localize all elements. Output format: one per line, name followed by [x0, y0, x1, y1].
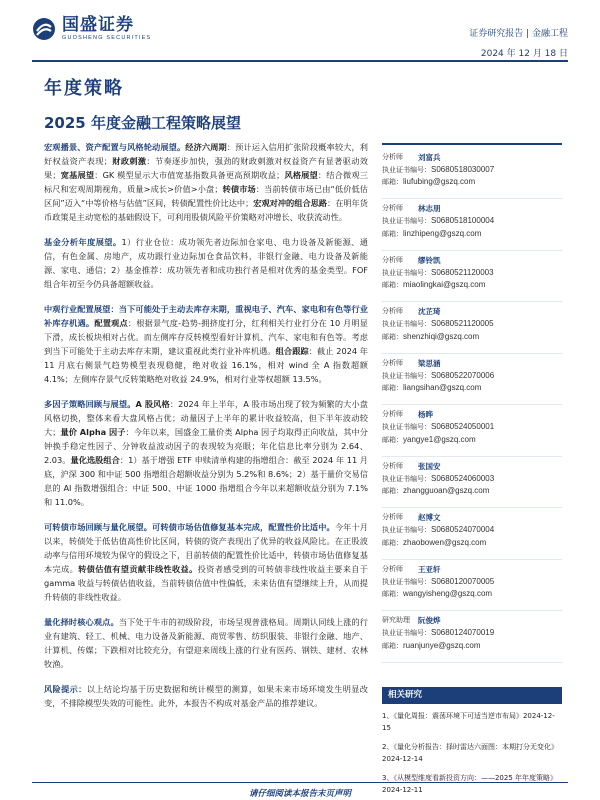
analyst-name: 沈芷琦 [418, 307, 441, 316]
analyst-name: 梁思涵 [418, 358, 441, 368]
paragraph-heading: 中观行业配置展望：当下可能处于主动去库存末期，重视电子、汽车、家电和有色等行业补库存机遇。 [44, 304, 368, 328]
bold-text: 转债市场 [222, 184, 256, 194]
paragraph-heading: 宏观播景、资产配置与风格轮动展望。 [44, 142, 186, 152]
cert-number: S0680524060003 [431, 473, 495, 483]
analyst-name: 赵博文 [418, 513, 441, 522]
paragraph-text: ：预计运入信用扩张阶段概率较大，利好权益资产表现； [44, 142, 368, 166]
cert-label: 执业证书编号： [382, 371, 431, 380]
analyst-cert [382, 164, 562, 177]
cert-label: 执业证书编号： [382, 577, 431, 586]
analyst-name: 王亚轩 [418, 564, 441, 574]
body-paragraph [44, 302, 368, 386]
analyst-card [382, 457, 562, 509]
body-paragraph [44, 235, 368, 291]
analyst-cert [382, 370, 562, 383]
analyst-card [382, 354, 562, 406]
cert-label: 执业证书编号： [382, 526, 431, 534]
report-category: 证券研究报告 | 金融工程 [469, 29, 568, 39]
analyst-name: 刘富兵 [418, 152, 441, 162]
analyst-role: 分析师 [382, 307, 403, 315]
email-link[interactable]: shenzhiqi@gszq.com [403, 331, 480, 341]
paragraph-text: 1）行业仓位：成功领先者边际加仓家电、电力设备及新能源、通信，有色金属、房地产，成功跟行业边际加仓食品饮料，非银行金融、电力设备及新能源、家电、通信；2）基金推荐：成功领先者和成功独行者是相对优秀的基金类型。FOF 组合年初至今仍具备超额收益。 [44, 237, 368, 289]
analyst-cert [382, 421, 562, 434]
cert-number: S0680524050001 [431, 422, 495, 431]
analyst-role: 研究助理 [382, 616, 410, 624]
email-link[interactable]: liangsihan@gszq.com [403, 383, 482, 392]
email-label: 邮箱： [382, 281, 403, 289]
email-link[interactable]: yangye1@gszq.com [403, 434, 476, 444]
cert-number: S0680524070004 [431, 525, 495, 534]
company-logo [32, 16, 151, 42]
analyst-cert [382, 524, 562, 537]
cert-number: S0680518100004 [431, 216, 495, 225]
paragraph-text: 当下处于牛市的初级阶段，市场呈现普涨格局。周期认同线上涨的行业有建筑、轻工、机械、电力设备及新能源、商贸零售、纺织服装、非银行金融、地产、计算机、传媒；下跌相对比较充分，有望迎来周线上涨的行业有医药、钢铁、建材、农林牧渔。 [44, 617, 368, 669]
report-title: 2025 年度金融工程策略展望 [44, 114, 241, 132]
bold-text: 量价 Alpha 因子 [60, 427, 126, 437]
analyst-cert [382, 267, 562, 280]
analyst-role: 分析师 [382, 513, 403, 521]
company-name-en: GUOSHENG SECURITIES [62, 35, 152, 41]
email-link[interactable]: ruanjunye@gszq.com [403, 640, 481, 650]
cert-label: 执业证书编号： [382, 217, 431, 225]
bold-text: 经济六周期 [185, 142, 227, 152]
cert-label: 执业证书编号： [382, 629, 431, 637]
sidebar [382, 143, 562, 797]
sidebar-divider [382, 143, 562, 145]
email-link[interactable]: zhangguoan@gszq.com [403, 486, 490, 495]
analyst-list [382, 148, 562, 663]
related-research-heading: 相关研究 [382, 687, 562, 704]
analyst-name: 林志朋 [418, 204, 441, 213]
cert-label: 执业证书编号： [382, 320, 431, 328]
analyst-role: 分析师 [382, 564, 403, 573]
analyst-email [382, 485, 562, 498]
paragraph-text: ：GK 模型显示大市值宽基指数具备更高预期收益； [94, 170, 285, 180]
related-research-item[interactable]: 1、《量化周报：震荡环境下可适当逆市布局》2024-12-15 [382, 711, 555, 732]
analyst-card [382, 199, 562, 251]
analyst-cert [382, 473, 562, 486]
cert-number: S0680522070006 [431, 370, 495, 380]
paragraph-heading: 基金分析年度展望。 [44, 237, 122, 247]
analyst-email [382, 176, 562, 189]
page-header [0, 0, 600, 62]
page-footer [32, 782, 568, 799]
bold-text: 组合跟踪 [275, 346, 309, 356]
email-label: 邮箱： [382, 332, 403, 341]
body-paragraph [44, 682, 368, 710]
paragraph-heading: 可转债市场回顾与量化展望。可转债市场估值修复基本完成，配置性价比适中。 [44, 522, 335, 532]
bold-text: 财政刺激 [111, 156, 147, 166]
email-label: 邮箱： [382, 384, 403, 392]
paragraph-text: ：结合微观三标尺和宏观周期视角，质量>成长>价值>小盘； [44, 170, 368, 194]
analyst-card [382, 148, 562, 200]
paragraph-heading: 风险提示： [44, 684, 87, 694]
analyst-cert [382, 627, 562, 640]
analyst-email [382, 382, 562, 395]
email-link[interactable]: liufubing@gszq.com [403, 177, 476, 186]
analyst-email [382, 537, 562, 550]
paragraph-text: ：今年以来，国盛金工量价类 Alpha 因子均取得正向收益，其中分钟换手稳定性因子、分钟收益波动因子的表现较为亮眼；年化信息比率分别为 2.64、2.03。 [44, 427, 368, 465]
cert-number: S0680518030007 [431, 164, 495, 174]
analyst-card [382, 302, 562, 354]
email-label: 邮箱： [382, 590, 403, 598]
company-name-cn: 国盛证券 [62, 15, 134, 35]
paragraph-text: ：2024 年上半年，A 股市场出现了较为频繁的大小盘风格切换，整体来看大盘风格占优；动量因子上半年的累计收益较高，但下半年波动较大； [44, 399, 368, 437]
analyst-email [382, 228, 562, 241]
paragraph-text: ：当前转债市场已由“低价低估区间”迈入“中等价格与估值”区间，转债配置性价比达中； [44, 184, 368, 208]
bold-text: 宽基展望 [60, 170, 95, 180]
bold-text: 配置观点 [94, 318, 128, 328]
email-label: 邮箱： [382, 435, 403, 444]
email-label: 邮箱： [382, 538, 403, 547]
report-type: 年度策略 [44, 78, 124, 99]
analyst-cert [382, 215, 562, 228]
paragraph-heading: 量化择时核心观点。 [44, 617, 119, 627]
paragraph-text: ：截止 2024 年 11 月底右侧景气趋势模型表现稳健，绝对收益 16.1%，相对 wind 全 A 指数超额 4.1%；左侧库存景气反转策略绝对收益 24.9%，相对行业等权超额 13.5%。 [44, 346, 368, 384]
body-paragraph [44, 520, 368, 604]
cert-label: 执业证书编号： [382, 474, 431, 483]
analyst-card [382, 508, 562, 560]
email-label: 邮箱： [382, 178, 403, 186]
analyst-cert [382, 576, 562, 589]
analyst-role: 分析师 [382, 152, 403, 161]
analyst-role: 分析师 [382, 255, 403, 264]
analyst-card [382, 560, 562, 612]
analyst-role: 分析师 [382, 358, 403, 367]
analyst-name: 阮俊烨 [418, 616, 441, 625]
cert-label: 执业证书编号： [382, 165, 431, 174]
analyst-cert [382, 318, 562, 331]
cert-number: S0680124070019 [431, 628, 495, 637]
related-research-item[interactable]: 2、《量化分析报告：择时雷达六面图：本期打分无变化》2024-12-14 [382, 742, 558, 763]
header-divider [32, 60, 568, 62]
email-label: 邮箱： [382, 641, 403, 650]
bold-text: 风格展望 [284, 170, 318, 180]
footer-disclaimer: 请仔细阅读本报告末页声明 [248, 789, 351, 799]
report-date: 2024 年 12 月 18 日 [480, 49, 568, 59]
related-research-item[interactable]: 3、《从模型维度看新投资方向：——2025 年年度策略》2024-12-11 [382, 773, 557, 794]
analyst-email [382, 331, 562, 344]
email-link[interactable]: zhaobowen@gszq.com [403, 537, 487, 547]
paragraph-text: 以上结论均基于历史数据和统计模型的测算，如果未来市场环境发生明显改变，不排除模型失效的可能性。此外，本报告不构成对基金产品的推荐建议。 [44, 684, 368, 708]
email-label: 邮箱： [382, 229, 403, 238]
analyst-card [382, 405, 562, 457]
paragraph-text: 投资者感受到的可转债非线性收益主要来自于 gamma 收益与转债估值收益，当前转债估值中性偏低，未来估值有望继续上升，从而提升转债的非线性收益。 [44, 564, 368, 602]
cert-label: 执业证书编号： [382, 268, 431, 277]
analyst-card [382, 251, 562, 303]
paragraph-text: ：节奏逐步加快，强劲的财政刺激对权益资产有显著驱动效果； [44, 156, 368, 180]
paragraph-text: ：根据景气度-趋势-拥挤度打分，红利相关行业打分在 10 月明显下滑，成长板块相对占优。而左侧库存反转模型看好计算机、汽车、家电和有色等。考虑到当下可能处于主动去库存末期，建议重视此类行业补库机遇。 [44, 318, 368, 356]
cert-number: S0680521120003 [431, 267, 494, 277]
bold-text: A 股风格 [135, 399, 170, 409]
email-link[interactable]: linzhipeng@gszq.com [403, 228, 482, 238]
body-paragraph [44, 397, 368, 509]
paragraph-text: ：在明年货币政策是主动宽松的基础假设下，可利用股债风险平价策略对冲增长、收获流动性。 [44, 198, 368, 222]
analyst-name: 杨晔 [418, 410, 433, 419]
email-link[interactable]: wangyisheng@gszq.com [403, 589, 493, 598]
analyst-email [382, 279, 562, 292]
bold-text: 转债估值有望贡献非线性收益。 [78, 564, 198, 574]
main-content [44, 140, 368, 721]
analyst-name: 张国安 [418, 461, 441, 471]
cert-number: S0680521120005 [431, 319, 494, 328]
paragraph-heading: 多因子策略回顾与展望。 [44, 399, 136, 409]
analyst-role: 分析师 [382, 461, 403, 470]
analyst-email [382, 640, 562, 653]
body-paragraph [44, 140, 368, 224]
analyst-role: 分析师 [382, 204, 403, 212]
analyst-email [382, 588, 562, 601]
email-label: 邮箱： [382, 487, 403, 495]
paragraph-text: 今年十月以来，转债处于低估值高性价比区间，转债的资产表现出了优异的收益风险比。在正股波动率与信用环境较为保守的假设之下，目前转债的配置性价比适中，转债市场估值修复基本完成。 [44, 522, 368, 574]
cert-label: 执业证书编号： [382, 423, 431, 431]
cert-number: S0680120070005 [431, 576, 495, 586]
bold-text: 宏观对冲的组合思路 [253, 198, 328, 208]
guosheng-logo-icon [32, 17, 56, 41]
analyst-role: 分析师 [382, 410, 403, 418]
paragraph-text: ：1）基于增强 ETF 申赎清单构建的指增组合：截至 2024 年 11 月底，沪深 300 和中证 500 指增组合超额收益分别为 5.2%和 8.6%；2）基于量价交易信息的 AI 指数增强组合：中证 500、中证 1000 指增组合今年以来超额收益分别为 7.1%和 11.0%。 [44, 455, 368, 507]
analyst-name: 缪铃凯 [418, 255, 441, 265]
analyst-card [382, 611, 562, 663]
body-paragraph [44, 615, 368, 671]
bold-text: 量化选股组合 [70, 455, 120, 465]
email-link[interactable]: miaolingkai@gszq.com [403, 280, 486, 289]
analyst-email [382, 434, 562, 447]
